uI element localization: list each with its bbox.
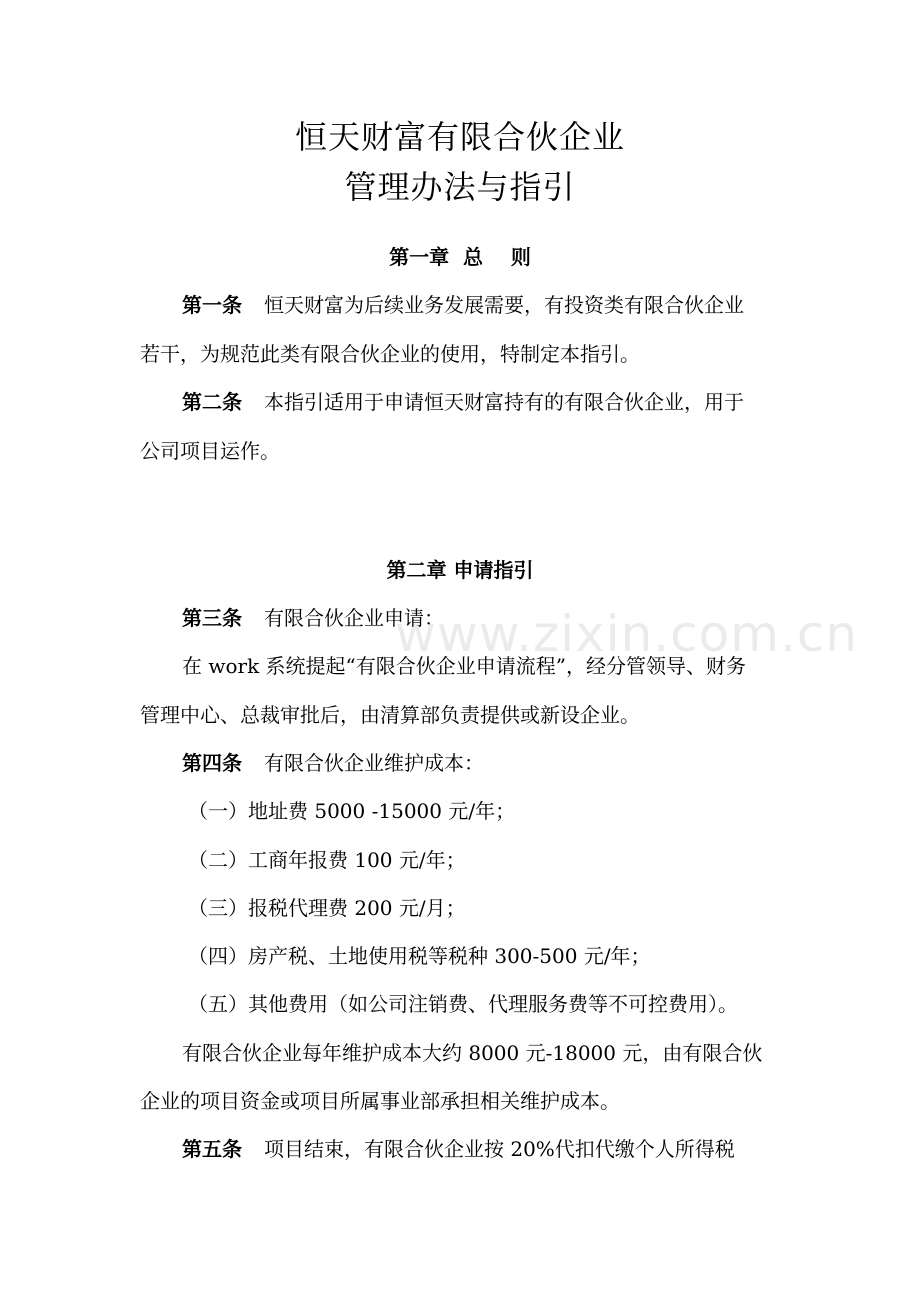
article4-text: 有限合伙企业维护成本： (264, 751, 484, 775)
article1-label: 第一条 (182, 293, 242, 317)
article5-line (182, 1135, 785, 1163)
article5-label: 第五条 (182, 1137, 242, 1161)
article4-line (182, 749, 785, 777)
article1-line2: 若干，为规范此类有限合伙企业的使用，特制定本指引。 (140, 342, 640, 366)
chapter1-heading: 第一章 总 则 (389, 245, 531, 269)
summary-line2: 企业的项目资金或项目所属事业部承担相关维护成本。 (140, 1089, 620, 1113)
article5-text: 项目结束，有限合伙企业按 20%代扣代缴个人所得税 (264, 1137, 735, 1161)
cost-item-2: （二）工商年报费 100 元/年； (188, 848, 466, 872)
document-title-line1: 恒天财富有限合伙企业 (294, 118, 625, 156)
document-title-line2: 管理办法与指引 (344, 168, 576, 206)
summary-line1: 有限合伙企业每年维护成本大约 8000 元-18000 元，由有限合伙 (182, 1041, 763, 1065)
article2-label: 第二条 (182, 390, 242, 414)
article4-label: 第四条 (182, 751, 242, 775)
cost-item-4: （四）房产税、土地使用税等税种 300-500 元/年； (188, 944, 651, 968)
article2-text: 本指引适用于申请恒天财富持有的有限合伙企业，用于 (264, 390, 744, 414)
article2-line1 (182, 388, 785, 416)
article3-line (182, 604, 785, 632)
article3-para-line1: 在 work 系统提起“有限合伙企业申请流程”，经分管领导、财务 (182, 654, 747, 678)
article3-para-line2: 管理中心、总裁审批后，由清算部负责提供或新设企业。 (140, 703, 640, 727)
article2-line2: 公司项目运作。 (140, 439, 280, 463)
cost-item-5: （五）其他费用（如公司注销费、代理服务费等不可控费用）。 (188, 992, 738, 1016)
article3-text: 有限合伙企业申请： (264, 606, 444, 630)
article1-text: 恒天财富为后续业务发展需要，有投资类有限合伙企业 (264, 293, 744, 317)
article1-line1 (182, 291, 785, 319)
chapter2-heading: 第二章 申请指引 (386, 558, 534, 582)
watermark: www.zixin.com.cn (395, 605, 859, 663)
cost-item-1: （一）地址费 5000 -15000 元/年； (188, 799, 516, 823)
cost-item-3: （三）报税代理费 200 元/月； (188, 896, 466, 920)
article3-label: 第三条 (182, 606, 242, 630)
